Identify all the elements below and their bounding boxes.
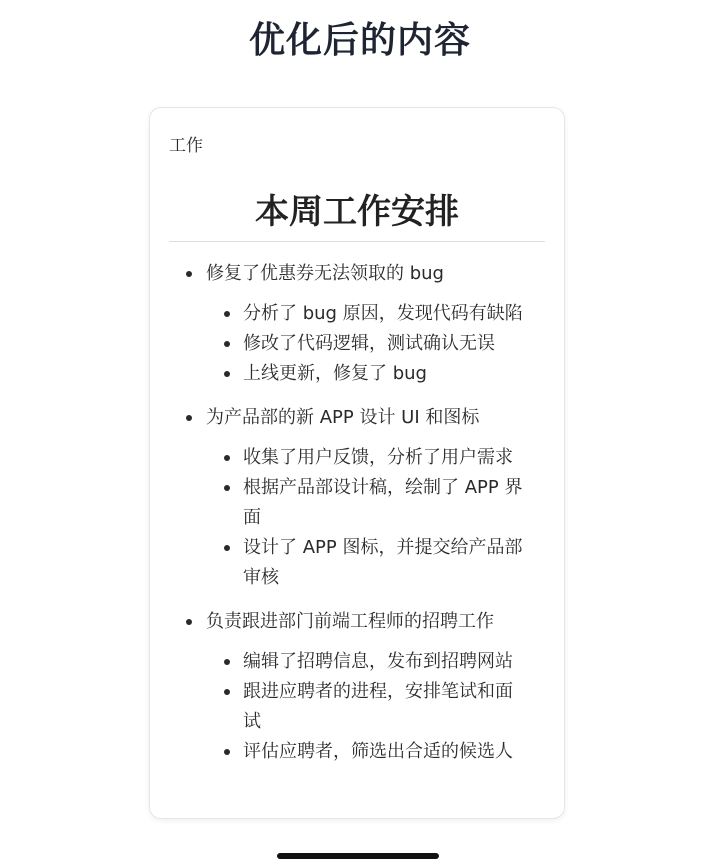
subtask-text: 设计了 APP 图标，并提交给产品部审核 <box>243 537 523 588</box>
bullet-icon <box>224 545 230 551</box>
page-title: 优化后的内容 <box>248 20 471 61</box>
divider <box>169 241 545 242</box>
bullet-icon <box>224 659 230 665</box>
task-text: 负责跟进部门前端工程师的招聘工作 <box>206 611 494 632</box>
subtask-text: 上线更新，修复了 bug <box>243 363 427 384</box>
subtask-text: 编辑了招聘信息，发布到招聘网站 <box>243 651 513 672</box>
bullet-icon <box>224 371 230 377</box>
subtask-item <box>150 473 534 533</box>
bullet-icon <box>224 341 230 347</box>
bullet-icon <box>224 311 230 317</box>
bullet-icon <box>186 271 192 277</box>
subtask-text: 跟进应聘者的进程，安排笔试和面试 <box>243 681 513 732</box>
task-text: 修复了优惠券无法领取的 bug <box>206 263 444 284</box>
subtask-item <box>150 299 534 329</box>
note-card[interactable] <box>149 107 565 819</box>
task-item <box>150 403 564 593</box>
note-title: 本周工作安排 <box>255 192 459 232</box>
subtask-list <box>206 299 544 389</box>
subtask-text: 评估应聘者，筛选出合适的候选人 <box>243 741 513 762</box>
bullet-icon <box>224 749 230 755</box>
bullet-icon <box>224 689 230 695</box>
subtask-text: 修改了代码逻辑，测试确认无误 <box>243 333 495 354</box>
subtask-text: 根据产品部设计稿，绘制了 APP 界面 <box>243 477 523 528</box>
category-label: 工作 <box>169 136 203 156</box>
subtask-text: 收集了用户反馈，分析了用户需求 <box>243 447 513 468</box>
subtask-list <box>206 443 544 593</box>
subtask-item <box>150 677 534 737</box>
subtask-text: 分析了 bug 原因，发现代码有缺陷 <box>243 303 523 324</box>
bullet-icon <box>224 485 230 491</box>
subtask-item <box>150 329 534 359</box>
task-list <box>150 259 564 767</box>
task-item <box>150 259 564 389</box>
bullet-icon <box>224 455 230 461</box>
subtask-list <box>206 647 544 767</box>
home-indicator[interactable] <box>277 853 439 859</box>
subtask-item <box>150 359 534 389</box>
subtask-item <box>150 647 534 677</box>
subtask-item <box>150 443 534 473</box>
subtask-item <box>150 533 534 593</box>
bullet-icon <box>186 619 192 625</box>
task-item <box>150 607 564 767</box>
bullet-icon <box>186 415 192 421</box>
task-text: 为产品部的新 APP 设计 UI 和图标 <box>206 407 480 428</box>
subtask-item <box>150 737 534 767</box>
